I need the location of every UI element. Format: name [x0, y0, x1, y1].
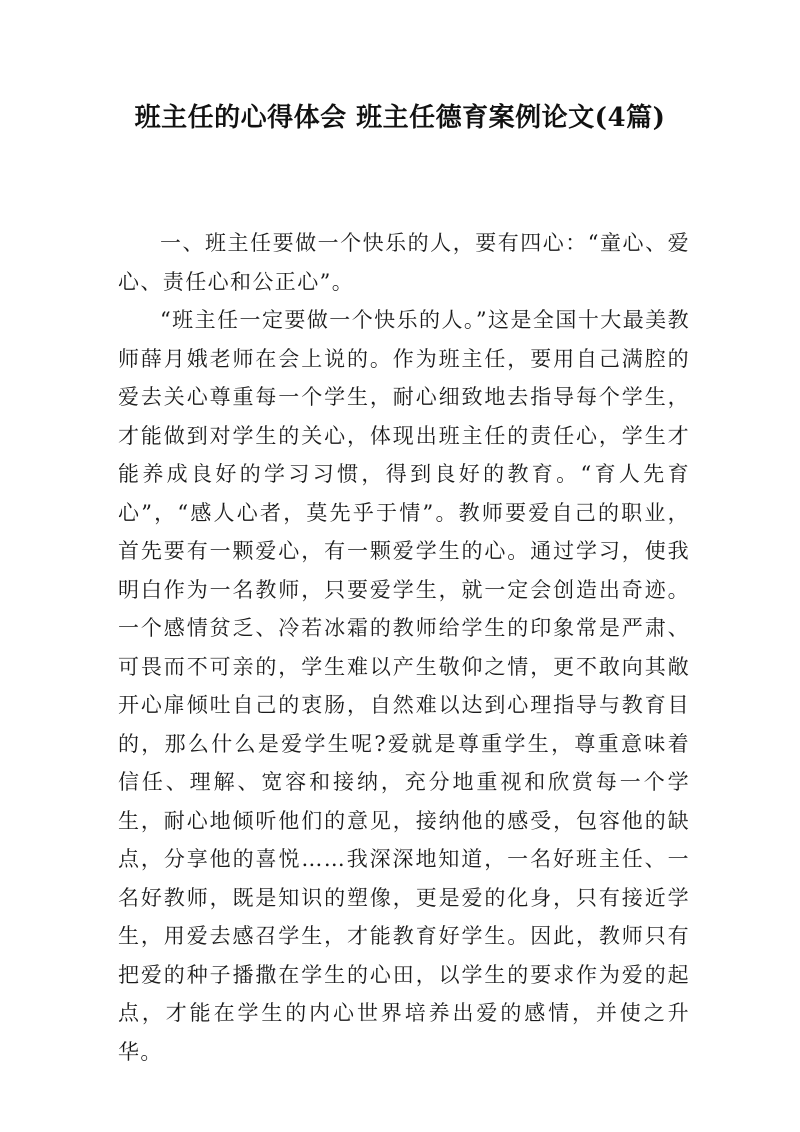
- paragraph-2: “班主任一定要做一个快乐的人。”这是全国十大最美教师薛月娥老师在会上说的。作为班主任，要用自己满腔的爱去关心尊重每一个学生，耐心细致地去指导每个学生，才能做到对学生的关心，体现出班主任的责任心，学生才能养成良好的学习习惯，得到良好的教育。“育人先育心”，“感人心者，莫先乎于情”。教师要爱自己的职业，首先要有一颗爱心，有一颗爱学生的心。通过学习，使我明白作为一名教师，只要爱学生，就一定会创造出奇迹。一个感情贫乏、冷若冰霜的教师给学生的印象常是严肃、可畏而不可亲的，学生难以产生敬仰之情，更不敢向其敞开心扉倾吐自己的衷肠，自然难以达到心理指导与教育目的，那么什么是爱学生呢?爱就是尊重学生，尊重意味着信任、理解、宽容和接纳，充分地重视和欣赏每一个学生，耐心地倾听他们的意见，接纳他的感受，包容他的缺点，分享他的喜悦……我深深地知道，一名好班主任、一名好教师，既是知识的塑像，更是爱的化身，只有接近学生，用爱去感召学生，才能教育好学生。因此，教师只有把爱的种子播撒在学生的心田，以学生的要求作为爱的起点，才能在学生的内心世界培养出爱的感情，并使之升华。: [118, 308, 690, 1064]
- document-body: [118, 224, 690, 1071]
- paragraph-1: 一、班主任要做一个快乐的人，要有四心：“童心、爱心、责任心和公正心”。: [118, 231, 690, 294]
- document-title: 班主任的心得体会 班主任德育案例论文(4篇): [134, 103, 666, 133]
